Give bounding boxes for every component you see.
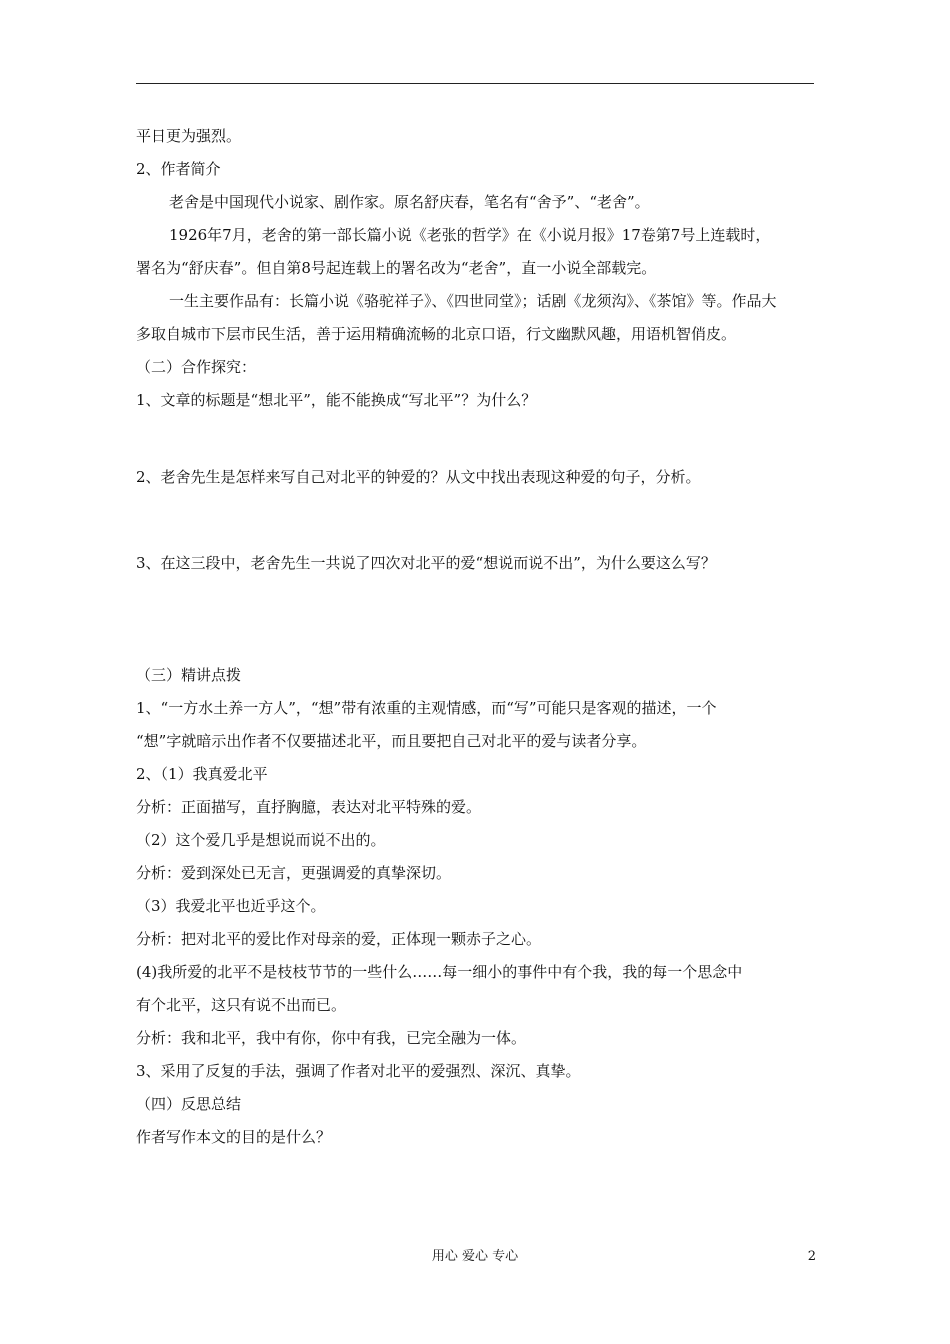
paragraph-line: 多取自城市下层市民生活，善于运用精确流畅的北京口语，行文幽默风趣，用语机智俏皮。 <box>136 325 737 343</box>
answer-space <box>136 580 816 659</box>
analysis-line: 分析：我和北平，我中有你，你中有我，已完全融为一体。 <box>136 1029 527 1047</box>
question-line: 作者写作本文的目的是什么？ <box>136 1128 332 1146</box>
paragraph-line: 1926年7月，老舍的第一部长篇小说《老张的哲学》在《小说月报》17卷第7号上连载时， <box>169 226 771 244</box>
answer-space <box>136 494 816 547</box>
text-line: （2）这个爱几乎是想说而说不出的。 <box>136 831 386 849</box>
text-line: 有个北平，这只有说不出而已。 <box>136 996 347 1014</box>
page-footer <box>0 1246 950 1268</box>
section-heading: 2、作者简介 <box>136 160 221 178</box>
answer-space <box>136 417 816 461</box>
document-body <box>136 120 816 1154</box>
text-line: 平日更为强烈。 <box>136 127 242 145</box>
analysis-line: 分析：把对北平的爱比作对母亲的爱，正体现一颗赤子之心。 <box>136 930 542 948</box>
footer-motto: 用心 爱心 专心 <box>431 1249 519 1264</box>
section-heading: （三）精讲点拨 <box>136 666 242 684</box>
question-line: 1、文章的标题是“想北平”，能不能换成“写北平”？为什么？ <box>136 391 537 409</box>
header-rule <box>136 83 814 84</box>
section-heading: （二）合作探究： <box>136 358 257 376</box>
analysis-line: 分析：爱到深处已无言，更强调爱的真挚深切。 <box>136 864 452 882</box>
text-line: 2、（1）我真爱北平 <box>136 765 268 783</box>
section-heading: （四）反思总结 <box>136 1095 242 1113</box>
text-line: （3）我爱北平也近乎这个。 <box>136 897 326 915</box>
paragraph-line: 老舍是中国现代小说家、剧作家。原名舒庆春，笔名有“舍予”、“老舍”。 <box>169 193 650 211</box>
text-line: “想”字就暗示出作者不仅要描述北平，而且要把自己对北平的爱与读者分享。 <box>136 732 647 750</box>
question-line: 2、老舍先生是怎样来写自己对北平的钟爱的？从文中找出表现这种爱的句子，分析。 <box>136 468 701 486</box>
paragraph-line: 署名为“舒庆春”。但自第8号起连载上的署名改为“老舍”，直一小说全部载完。 <box>136 259 657 277</box>
analysis-line: 分析：正面描写，直抒胸臆，表达对北平特殊的爱。 <box>136 798 482 816</box>
question-line: 3、在这三段中，老舍先生一共说了四次对北平的爱“想说而说不出”，为什么要这么写？ <box>136 554 716 572</box>
text-line: 3、采用了反复的手法，强调了作者对北平的爱强烈、深沉、真挚。 <box>136 1062 581 1080</box>
text-line: 1、“一方水土养一方人”，“想”带有浓重的主观情感，而“写”可能只是客观的描述，一个 <box>136 699 717 717</box>
text-line: (4)我所爱的北平不是枝枝节节的一些什么……每一细小的事件中有个我，我的每一个思念中 <box>136 963 743 981</box>
page-number: 2 <box>807 1249 816 1264</box>
paragraph-line: 一生主要作品有：长篇小说《骆驼祥子》、《四世同堂》；话剧《龙须沟》、《茶馆》等。作品大 <box>169 292 777 310</box>
